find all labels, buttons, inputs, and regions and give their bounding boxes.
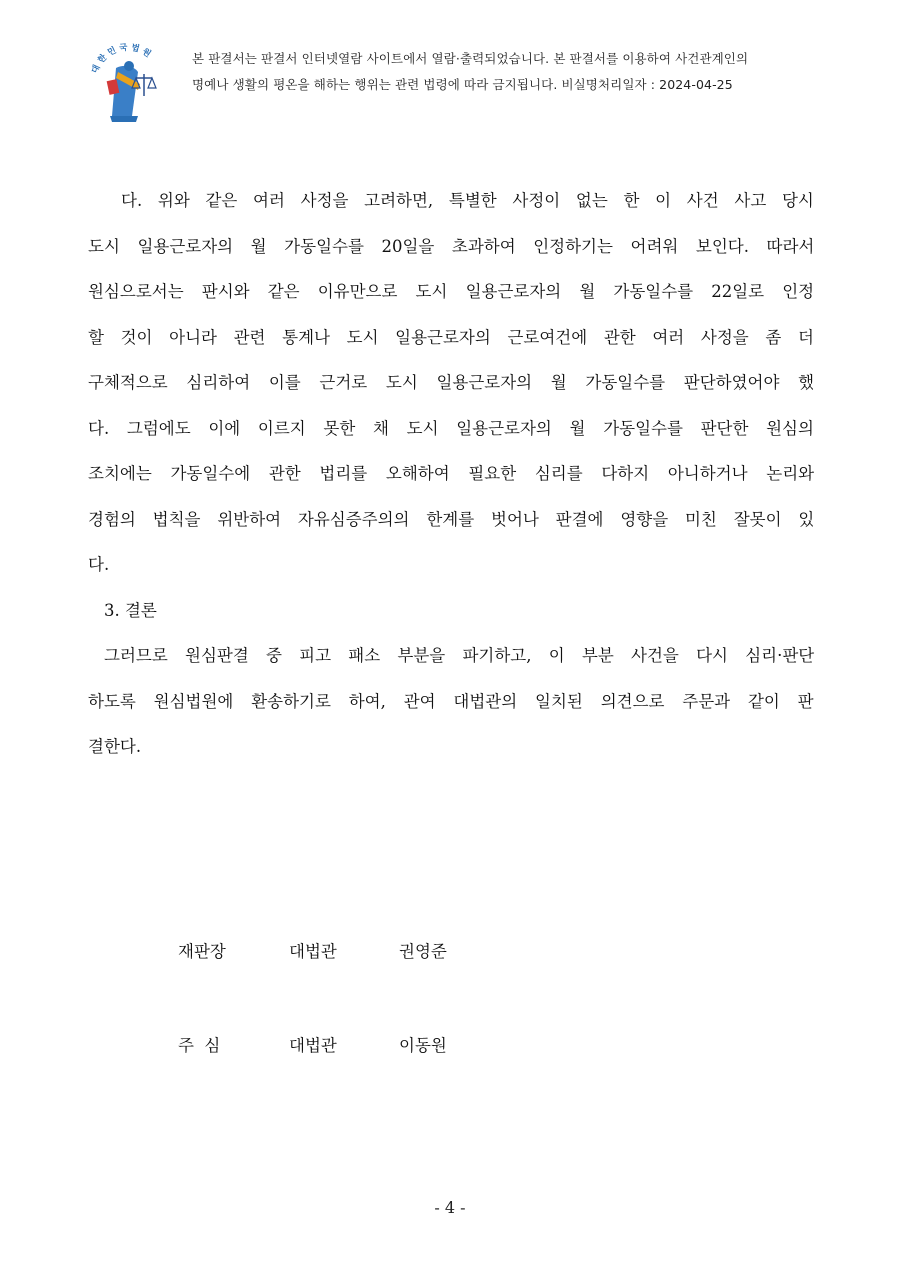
text-line: 그러므로 원심판결 중 피고 패소 부분을 파기하고, 이 부분 사건을 다시 심리·판단: [104, 646, 815, 665]
text-line: 할 것이 아니라 관련 통계나 도시 일용근로자의 근로여건에 관한 여러 사정을 좀 더: [88, 327, 814, 347]
court-emblem-logo: [82, 38, 174, 130]
section-heading-conclusion: 3. 결론: [104, 600, 157, 620]
signature-name: 권영준: [399, 942, 447, 961]
notice-line-2: 명예나 생활의 평온을 해하는 행위는 관련 법령에 따라 금지됩니다. 비실명처리일자 : 2024-04-25: [192, 77, 733, 92]
page-header: [82, 30, 822, 120]
signature-title: 대법관: [289, 942, 337, 961]
page-number: - 4 -: [434, 1198, 466, 1217]
text-line: 다. 그럼에도 이에 이르지 못한 채 도시 일용근로자의 월 가동일수를 판단한 원심의: [88, 418, 814, 438]
paragraph-reasoning: [88, 178, 814, 588]
text-line: 도시 일용근로자의 월 가동일수를 20일을 초과하여 인정하기는 어려워 보인다. 따라서: [88, 236, 815, 256]
text-line: 경험의 법칙을 위반하여 자유심증주의의 한계를 벗어나 판결에 영향을 미친 잘못이 있: [88, 509, 815, 529]
text-line: 다.: [88, 555, 110, 574]
text-line: 원심으로서는 판시와 같은 이유만으로 도시 일용근로자의 월 가동일수를 22일로 인정: [88, 282, 815, 301]
text-line: 결한다.: [88, 737, 142, 756]
paragraph-conclusion: [88, 633, 814, 770]
judgment-body: [88, 178, 814, 770]
text-line: 구체적으로 심리하여 이를 근거로 도시 일용근로자의 월 가동일수를 판단하였어야 했: [88, 373, 815, 392]
disclaimer-notice: [192, 46, 832, 98]
svg-text:대한민국법원: 대한민국법원: [90, 42, 155, 76]
signature-name: 이동원: [399, 1036, 447, 1055]
signature-role: 주 심: [178, 1036, 221, 1055]
text-line: 하도록 원심법원에 환송하기로 하여, 관여 대법관의 일치된 의견으로 주문과 같이 판: [88, 691, 814, 711]
signature-role: 재판장: [178, 942, 226, 961]
signature-title: 대법관: [289, 1036, 337, 1055]
text-line: 조치에는 가동일수에 관한 법리를 오해하여 필요한 심리를 다하지 아니하거나 논리와: [88, 464, 815, 483]
text-line: 다. 위와 같은 여러 사정을 고려하면, 특별한 사정이 없는 한 이 사건 사고 당시: [121, 191, 814, 210]
notice-line-1: 본 판결서는 판결서 인터넷열람 사이트에서 열람·출력되었습니다. 본 판결서를 이용하여 사건관계인의: [192, 51, 749, 66]
